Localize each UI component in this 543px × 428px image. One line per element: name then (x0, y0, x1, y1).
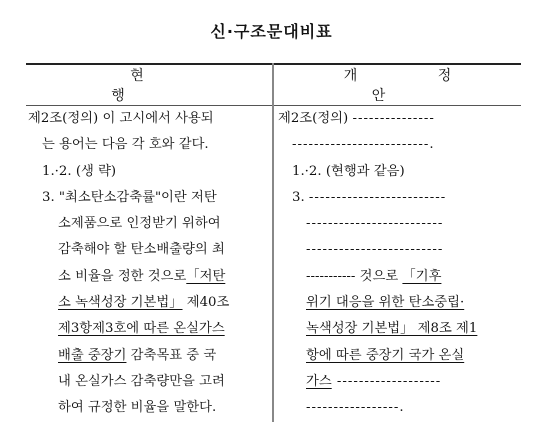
revised-line (274, 343, 521, 369)
revised-line: ----------- 것으로 「기후 (306, 268, 442, 284)
underlined-amendment: 「기후 (402, 268, 442, 284)
comparison-table (26, 63, 521, 422)
table-header-row (26, 64, 521, 106)
revised-line: 제2조(정의) --------------- (278, 111, 435, 126)
underlined-amendment: 항에 따른 중장기 국가 온실 (306, 347, 465, 363)
current-line: 내 온실가스 감축량만을 고려 (58, 373, 225, 389)
revised-line: 가스 ------------------- (306, 373, 442, 389)
current-line: 는 용어는 다음 각 호와 같다. (42, 137, 209, 153)
current-line: 소제품으로 인정받기 위하여 (58, 216, 221, 232)
current-line: 제2조(정의) 이 고시에서 사용되 (28, 111, 214, 126)
revised-text-cell (273, 106, 521, 422)
revised-line: ------------------------- (306, 242, 444, 258)
header-revised: 개 정 안 (273, 64, 521, 106)
current-line: 감축해야 할 탄소배출량의 최 (58, 242, 225, 258)
current-line: 3. "최소탄소감축률"이란 저탄 (42, 189, 217, 205)
underlined-amendment: 녹색성장 기본법」 제8조 제1 (306, 321, 478, 337)
underlined-amendment: 위기 대응을 위한 탄소중립· (306, 295, 465, 311)
revised-line: ------------------------- (306, 216, 444, 232)
underlined-amendment: 「저탄 (186, 268, 226, 284)
revised-line: -----------------. (306, 400, 405, 416)
revised-line: 3. ------------------------- (292, 189, 447, 205)
page-title: 신·구조문대비표 (210, 22, 333, 41)
table-row (26, 106, 521, 422)
current-line: 배출 중장기 감축목표 중 국 (58, 347, 217, 363)
current-line: 1.·2. (생 략) (42, 163, 117, 179)
underlined-amendment: 제3항제3호에 따른 온실가스 (58, 321, 225, 337)
revised-line: -------------------------. (292, 137, 435, 153)
underlined-amendment: 가스 (306, 373, 332, 389)
underlined-amendment: 소 녹색성장 기본법」 (58, 295, 183, 311)
revised-line: 1.·2. (현행과 같음) (292, 163, 405, 179)
revised-line (274, 316, 521, 342)
current-line: 소 녹색성장 기본법」 제40조 (58, 295, 230, 311)
current-line: 하여 규정한 비율을 말한다. (58, 400, 217, 416)
current-line (26, 316, 272, 342)
header-current: 현 행 (26, 64, 273, 106)
current-line: 소 비율을 정한 것으로「저탄 (58, 268, 226, 284)
underlined-amendment: 배출 중장기 (58, 347, 127, 363)
revised-line (274, 290, 521, 316)
current-text-cell (26, 106, 273, 422)
